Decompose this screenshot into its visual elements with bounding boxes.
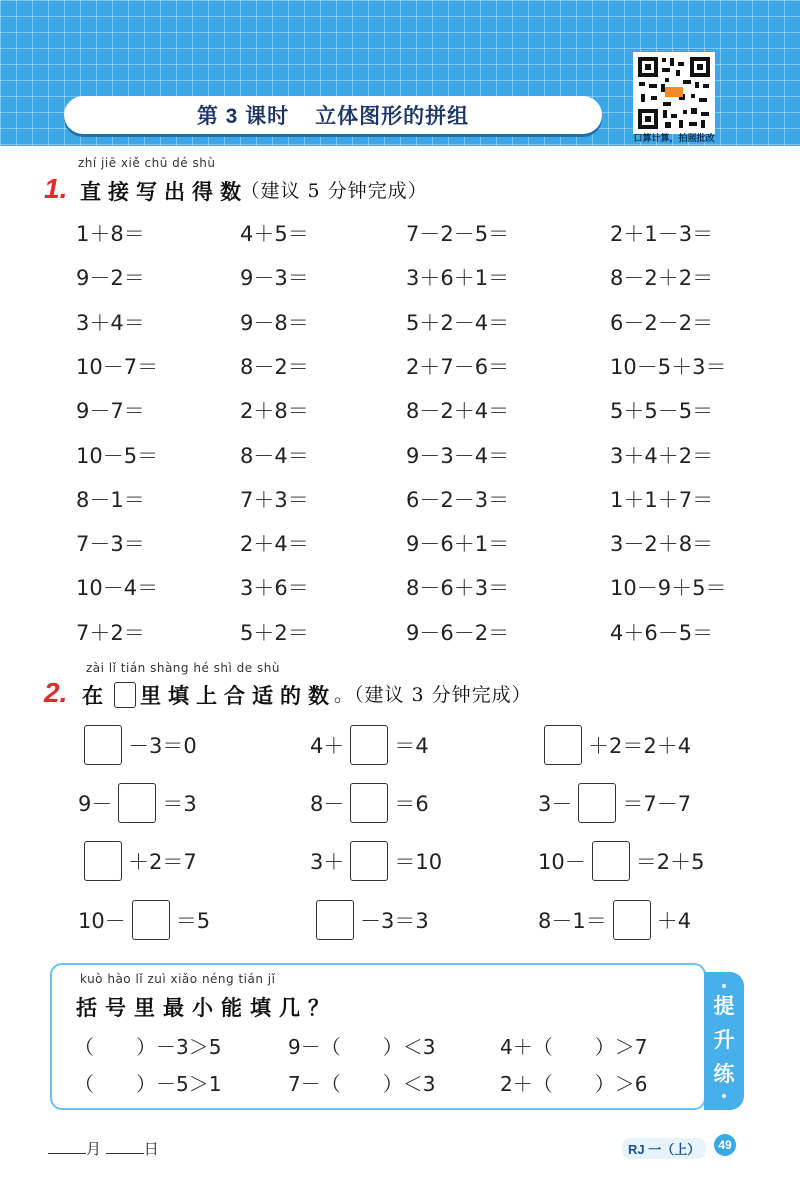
inequality-left: （ — [74, 1035, 94, 1059]
fill-blank-suffix: ＝3 — [162, 792, 197, 816]
day-label: 日 — [143, 1140, 159, 1158]
fill-blank-suffix: ＋2＝2＋4 — [588, 734, 692, 758]
tab-char-2: 升 — [713, 1029, 735, 1052]
practice-tab — [704, 972, 744, 1110]
equation-item: 10－5＝ — [76, 443, 159, 468]
equation-item: 1＋1＋7＝ — [610, 487, 714, 512]
blank-box-icon — [114, 682, 136, 708]
fill-blank-prefix: 8－ — [310, 792, 345, 816]
equation-item: 7＋3＝ — [240, 487, 309, 512]
section2-pinyin: zài lǐ tián shàng hé shì de shù — [86, 661, 280, 675]
inequality-left: 9－（ — [288, 1035, 341, 1059]
equation-item: 2＋4＝ — [240, 532, 309, 557]
equation-item: 2＋1－3＝ — [610, 222, 714, 246]
equation-item: 8－2＝ — [240, 354, 309, 379]
answer-box[interactable] — [350, 841, 388, 881]
equation-item: 7－3＝ — [76, 532, 145, 557]
equation-item: 7－2－5＝ — [406, 222, 510, 246]
section1-note: 。（建议 5 分钟完成） — [230, 180, 428, 202]
inequality-item — [74, 1068, 221, 1097]
tab-char-3: 练 — [713, 1063, 735, 1086]
inequality-right: ）＜3 — [382, 1035, 436, 1059]
equation-item: 3＋6＋1＝ — [406, 266, 510, 291]
equation-item: 5＋2－4＝ — [406, 310, 510, 335]
equation-item: 3＋4＝ — [76, 310, 145, 335]
answer-box[interactable] — [316, 900, 354, 940]
inequality-left: 4＋（ — [500, 1035, 553, 1059]
equation-item: 9－2＝ — [76, 266, 145, 291]
inequality-right: ）＞6 — [594, 1072, 648, 1096]
inequality-item — [288, 1068, 435, 1097]
section2-title — [82, 680, 336, 710]
fill-blank-suffix: ＝5 — [175, 909, 211, 933]
answer-box[interactable] — [544, 725, 582, 765]
inequality-right: ）＜3 — [382, 1072, 436, 1096]
section2-title-pre: 在 — [82, 684, 110, 708]
equation-item: 8－4＝ — [240, 443, 309, 468]
fill-blank-suffix: ＝2＋5 — [635, 850, 705, 874]
equation-item: 4＋5＝ — [240, 222, 309, 246]
equation-item: 8－1＝ — [76, 487, 145, 512]
fill-blank-prefix: 3－ — [538, 792, 573, 816]
equation-item: 4＋6－5＝ — [610, 620, 714, 645]
fill-blank-prefix: 10－ — [78, 909, 126, 933]
fill-blank-prefix: 4＋ — [310, 734, 345, 758]
fill-blank-item — [538, 725, 691, 765]
section1-number: 1. — [44, 173, 68, 204]
lesson-number: 第 3 课时 — [196, 105, 290, 128]
answer-box[interactable] — [578, 783, 616, 823]
fill-blank-suffix: ＝10 — [394, 850, 443, 874]
fill-blank-item — [310, 783, 429, 823]
month-label: 月 — [86, 1140, 102, 1158]
page-number: 49 — [714, 1134, 736, 1156]
fill-blank-item — [538, 841, 704, 881]
fill-blank-suffix: ＝7－7 — [622, 792, 692, 816]
practice-title: 括号里最小能填几？ — [76, 996, 337, 1020]
fill-blank-prefix: 8－1＝ — [538, 909, 607, 933]
equation-item: 9－8＝ — [240, 310, 309, 335]
equation-item: 9－7＝ — [76, 399, 145, 424]
equation-item: 10－7＝ — [76, 354, 159, 379]
inequality-item — [500, 1068, 647, 1097]
book-code: RJ 一（上） — [622, 1138, 706, 1159]
equation-item: 9－6－2＝ — [406, 620, 510, 645]
equation-item: 8－2＋4＝ — [406, 399, 510, 424]
equation-item: 6－2－2＝ — [610, 310, 714, 335]
answer-box[interactable] — [613, 900, 651, 940]
inequality-item — [500, 1031, 647, 1060]
tab-dot-icon — [722, 984, 726, 988]
inequality-item — [74, 1031, 221, 1060]
inequality-item — [288, 1031, 435, 1060]
equation-item: 8－6＋3＝ — [406, 576, 510, 601]
fill-blank-item — [78, 783, 197, 823]
tab-char-1: 提 — [713, 995, 735, 1018]
page-title — [64, 96, 602, 134]
answer-box[interactable] — [592, 841, 630, 881]
equation-item: 3＋4＋2＝ — [610, 443, 714, 468]
fill-blank-prefix: 10－ — [538, 850, 586, 874]
inequality-right: ）－3＞5 — [136, 1035, 222, 1059]
section2-note: 。（建议 3 分钟完成） — [334, 684, 532, 706]
answer-box[interactable] — [84, 841, 122, 881]
section1-title: 直接写出得数 — [80, 180, 248, 204]
fill-blank-item — [538, 783, 691, 823]
fill-blank-prefix: 3＋ — [310, 850, 345, 874]
equation-item: 10－5＋3＝ — [610, 354, 727, 379]
answer-box[interactable] — [350, 725, 388, 765]
answer-box[interactable] — [118, 783, 156, 823]
inequality-left: （ — [74, 1072, 94, 1096]
fill-blank-suffix: ＝6 — [394, 792, 429, 816]
fill-blank-suffix: －3＝0 — [128, 734, 197, 758]
lesson-title: 立体图形的拼组 — [315, 105, 470, 128]
answer-box[interactable] — [84, 725, 122, 765]
fill-blank-item — [310, 841, 442, 881]
answer-box[interactable] — [132, 900, 170, 940]
qr-code-icon[interactable] — [633, 52, 715, 134]
equation-item: 10－9＋5＝ — [610, 576, 727, 601]
equation-item: 7＋2＝ — [76, 620, 145, 645]
inequality-left: 7－（ — [288, 1072, 341, 1096]
practice-pinyin: kuò hào lǐ zuì xiǎo néng tián jǐ — [80, 972, 276, 986]
inequality-right: ）－5＞1 — [136, 1072, 222, 1096]
equation-item: 9－6＋1＝ — [406, 532, 510, 557]
equation-item: 3＋6＝ — [240, 576, 309, 601]
fill-blank-prefix: 9－ — [78, 792, 113, 816]
section2-title-post: 里填上合适的数 — [140, 684, 336, 708]
equation-item: 3－2＋8＝ — [610, 532, 714, 557]
equation-item: 2＋8＝ — [240, 399, 309, 424]
equation-item: 9－3－4＝ — [406, 443, 510, 468]
fill-blank-item — [78, 900, 210, 940]
section1-pinyin: zhí jiē xiě chū dé shù — [78, 156, 216, 170]
equation-item: 5＋5－5＝ — [610, 399, 714, 424]
fill-blank-item — [310, 725, 429, 765]
date-fields — [48, 1138, 159, 1159]
equation-item: 1＋8＝ — [76, 222, 145, 246]
qr-caption: 口算计算，拍照批改 — [633, 133, 715, 143]
answer-box[interactable] — [350, 783, 388, 823]
equation-item: 8－2＋2＝ — [610, 266, 714, 291]
fill-blank-item — [78, 725, 197, 765]
fill-blank-suffix: ＋2＝7 — [128, 850, 197, 874]
equation-item: 10－4＝ — [76, 576, 159, 601]
equation-item: 5＋2＝ — [240, 620, 309, 645]
inequality-right: ）＞7 — [594, 1035, 648, 1059]
fill-blank-item — [538, 900, 691, 940]
equation-item: 6－2－3＝ — [406, 487, 510, 512]
fill-blank-suffix: ＝4 — [394, 734, 429, 758]
inequality-left: 2＋（ — [500, 1072, 553, 1096]
equation-item: 2＋7－6＝ — [406, 354, 510, 379]
fill-blank-suffix: －3＝3 — [360, 909, 429, 933]
equation-item: 9－3＝ — [240, 266, 309, 291]
fill-blank-item — [310, 900, 429, 940]
section2-number: 2. — [44, 677, 68, 708]
fill-blank-item — [78, 841, 197, 881]
day-blank[interactable] — [106, 1139, 144, 1154]
fill-blank-suffix: ＋4 — [656, 909, 692, 933]
month-blank[interactable] — [48, 1139, 86, 1154]
tab-dot-icon — [722, 1094, 726, 1098]
